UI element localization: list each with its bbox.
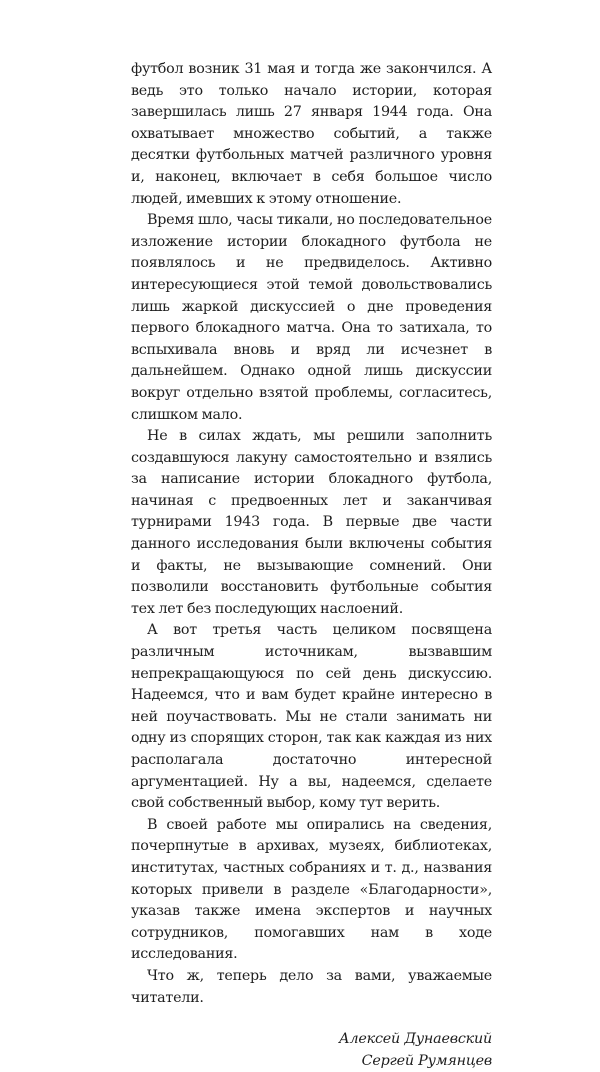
paragraph-closing: Что ж, теперь дело за вами, уважаемые читатели. — [131, 967, 492, 1006]
signature-author-2: Сергей Румянцев — [361, 1052, 492, 1069]
paragraph-time-passed: Время шло, часы тикали, но последовательное изложение истории блокадного футбола не появлялось и не предвиделось. Активно интересующиеся этой темой довольствовались лишь жаркой дискуссией о дне проведения первого блокадного матча. Она то затихала, то вспыхивала вновь и вряд ли исчезнет в дальнейшем. Однако одной лишь дискуссии вокруг отдельно взятой проблемы, согласитесь, слишком мало. — [131, 212, 492, 423]
paragraph-continuation: футбол возник 31 мая и тогда же закончился. А ведь это только начало истории, которая завершилась лишь 27 января 1944 года. Она охватывает множество событий, а также десятки футбольных матчей различного уровня и, наконец, включает в себя большое число людей, имевших к этому отношение. — [131, 61, 492, 207]
signature-author-1: Алексей Дунаевский — [338, 1031, 492, 1048]
paragraph-sources: В своей работе мы опирались на сведения, почерпнутые в архивах, музеях, библиотеках, институтах, частных собраниях и т. д., названия которых привели в разделе «Благодарности», указав также имена экспертов и научных сотрудников, помогавших нам в ходе исследования. — [131, 816, 492, 963]
book-page — [131, 59, 492, 1072]
signature-block — [131, 1029, 492, 1072]
paragraph-decision: Не в силах ждать, мы решили заполнить создавшуюся лакуну самостоятельно и взялись за написание истории блокадного футбола, начиная с предвоенных лет и заканчивая турнирами 1943 года. В первые две части данного исследования были включены события и факты, не вызывающие сомнений. Они позволили восстановить футбольные события тех лет без последующих наслоений. — [131, 428, 492, 617]
paragraph-third-part: А вот третья часть целиком посвящена различным источникам, вызвавшим непрекращающуюся по сей день дискуссию. Надеемся, что и вам будет крайне интересно в ней поучаствовать. Мы не стали занимать ни одну из спорящих сторон, так как каждая из них располагала достаточно интересной аргументацией. Ну а вы, надеемся, сделаете свой собственный выбор, кому тут верить. — [131, 622, 492, 812]
